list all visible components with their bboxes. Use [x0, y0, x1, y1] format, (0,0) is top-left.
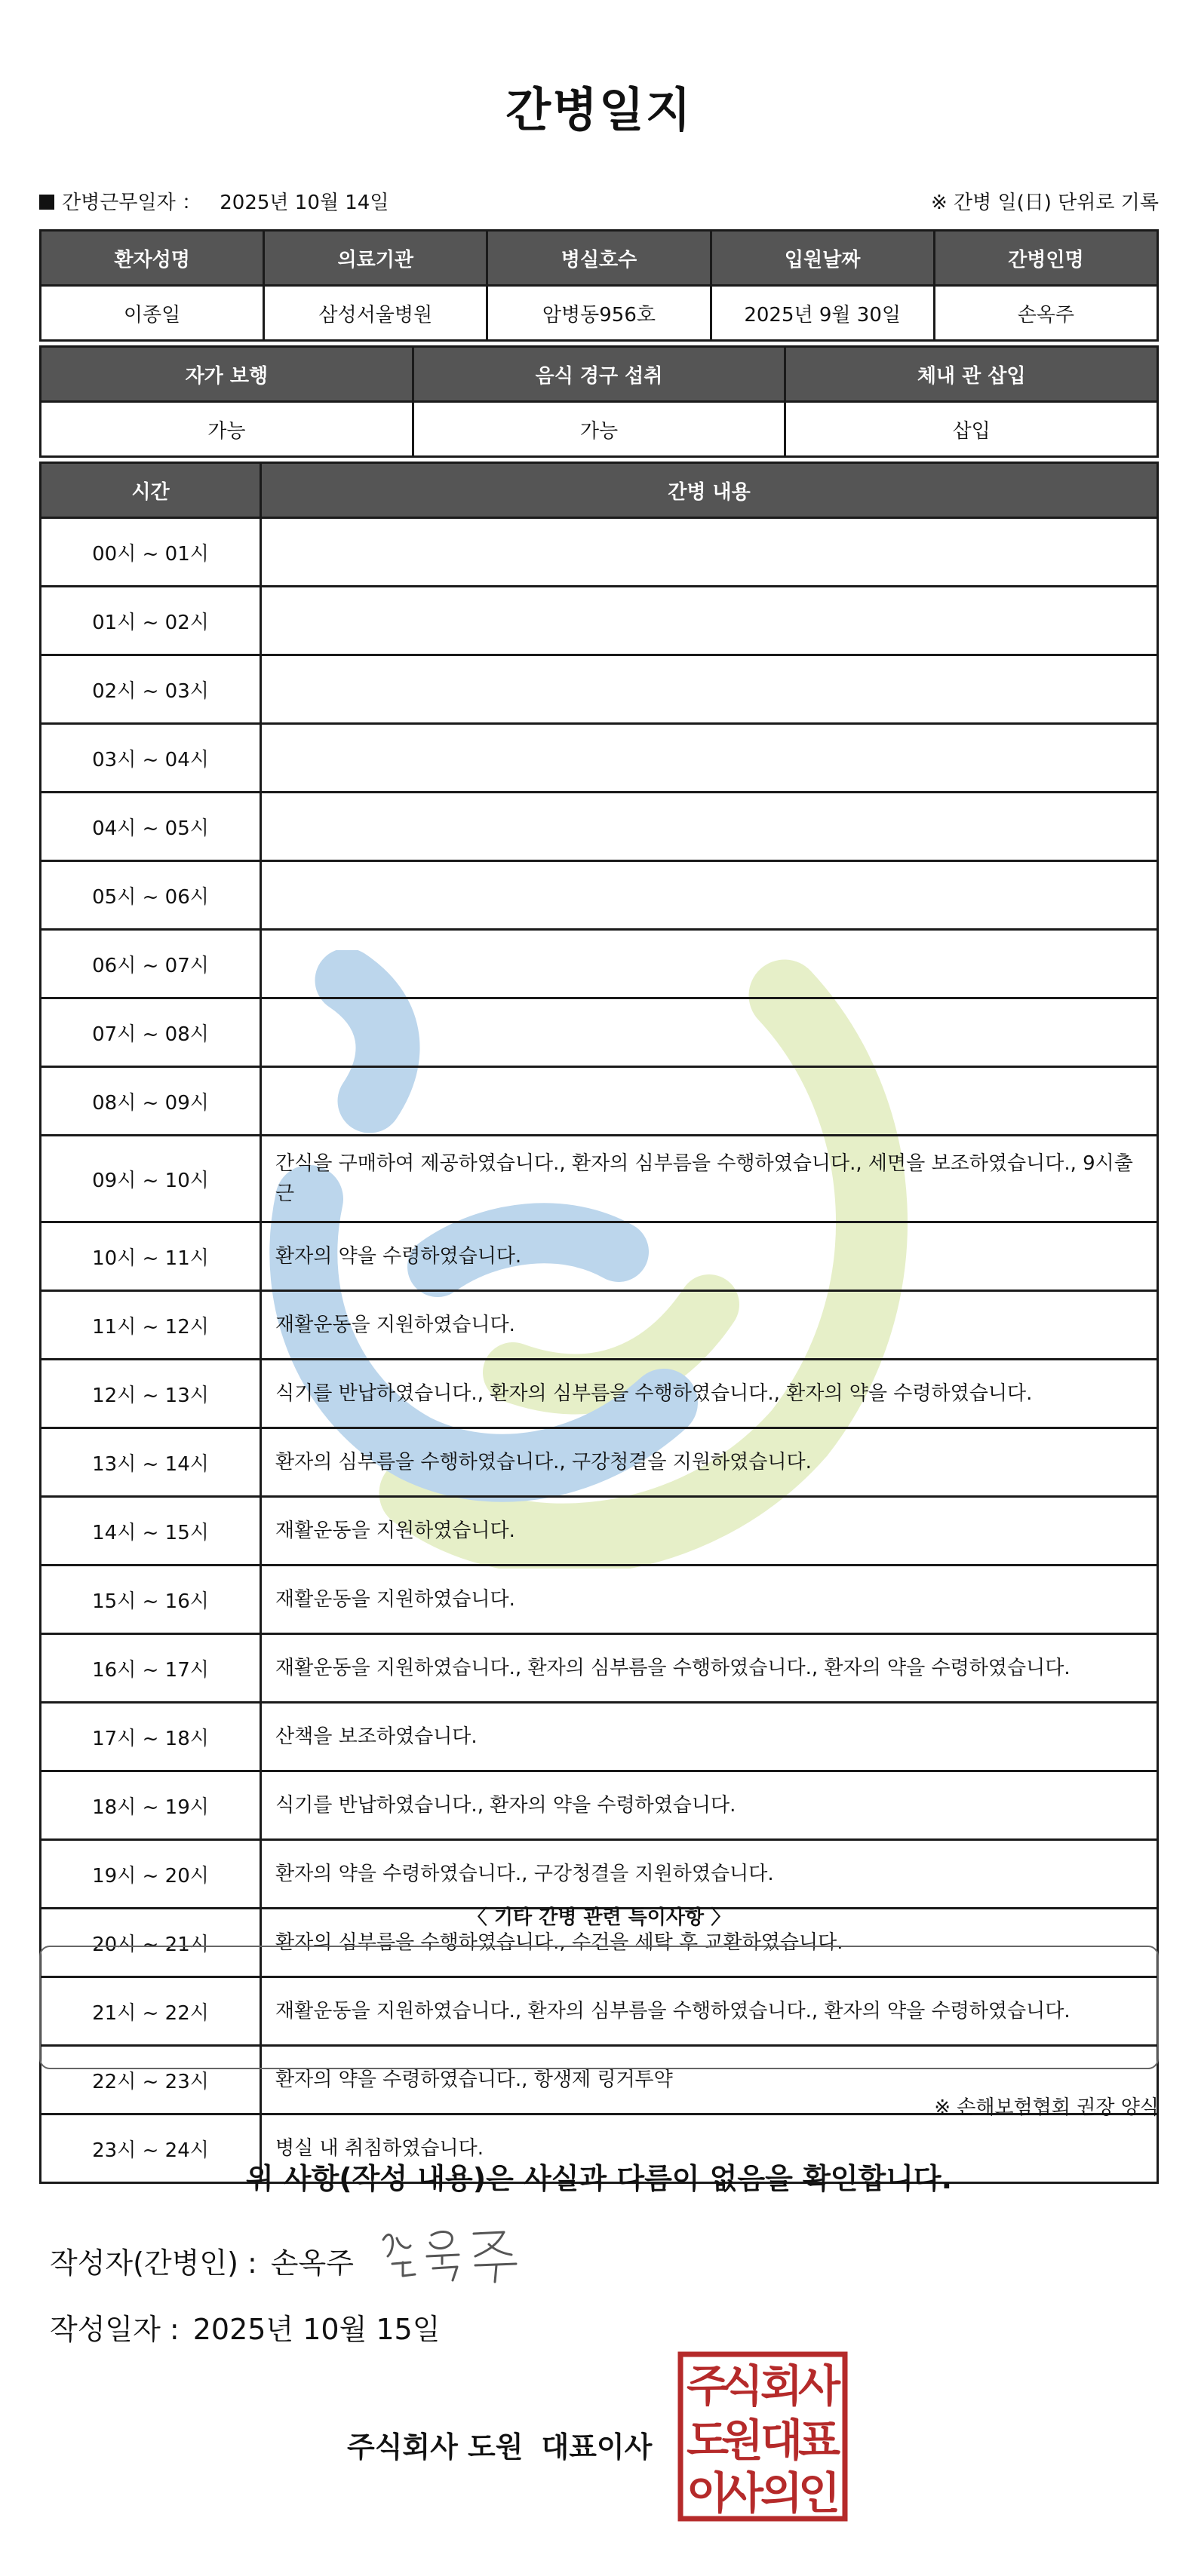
care-content — [261, 587, 1158, 655]
table-row — [41, 1840, 1158, 1909]
svg-text:원: 원 — [720, 2415, 764, 2466]
work-date-row — [39, 187, 389, 215]
time-slot: 16시 ~ 17시 — [41, 1634, 261, 1703]
content-header: 간병 내용 — [261, 463, 1158, 518]
time-slot: 20시 ~ 21시 — [41, 1909, 261, 1977]
work-date-label: 간병근무일자 ： — [62, 192, 201, 214]
writer-row — [50, 2240, 354, 2281]
care-content: 환자의 심부름을 수행하였습니다., 구강청결을 지원하였습니다. — [261, 1428, 1158, 1497]
table-row — [41, 1428, 1158, 1497]
time-slot: 10시 ~ 11시 — [41, 1222, 261, 1291]
table-row — [41, 1634, 1158, 1703]
table-row — [41, 1703, 1158, 1771]
company-line — [347, 2424, 652, 2465]
care-content: 재활운동을 지원하였습니다. — [261, 1497, 1158, 1566]
care-content — [261, 655, 1158, 724]
time-slot: 06시 ~ 07시 — [41, 930, 261, 998]
time-slot: 11시 ~ 12시 — [41, 1291, 261, 1360]
time-slot: 22시 ~ 23시 — [41, 2046, 261, 2114]
care-content — [261, 930, 1158, 998]
company-seal-icon — [677, 2351, 848, 2522]
status-header: 체내 관 삽입 — [785, 347, 1158, 402]
writer-name: 손옥주 — [270, 2246, 354, 2280]
svg-text:이: 이 — [686, 2467, 730, 2519]
tube-insertion-value: 삽입 — [785, 402, 1158, 457]
writer-label: 작성자(간병인) : — [50, 2246, 257, 2280]
care-content: 재활운동을 지원하였습니다., 환자의 심부름을 수행하였습니다., 환자의 약을 수령하였습니다. — [261, 1977, 1158, 2046]
time-slot: 12시 ~ 13시 — [41, 1360, 261, 1428]
work-date-value: 2025년 10월 14일 — [220, 192, 389, 214]
info-header: 입원날짜 — [711, 231, 934, 286]
time-slot: 18시 ~ 19시 — [41, 1771, 261, 1840]
care-content — [261, 998, 1158, 1067]
time-slot: 00시 ~ 01시 — [41, 518, 261, 587]
time-slot: 19시 ~ 20시 — [41, 1840, 261, 1909]
time-slot: 21시 ~ 22시 — [41, 1977, 261, 2046]
time-slot: 14시 ~ 15시 — [41, 1497, 261, 1566]
company-name: 주식회사 도원 — [347, 2430, 524, 2464]
time-header: 시간 — [41, 463, 261, 518]
other-notes-box — [39, 1946, 1159, 2069]
care-content: 병실 내 취침하였습니다. — [261, 2114, 1158, 2183]
info-header: 병실호수 — [487, 231, 711, 286]
svg-text:식: 식 — [720, 2360, 764, 2412]
table-row — [41, 1771, 1158, 1840]
care-content: 환자의 심부름을 수행하였습니다., 수건을 세탁 후 교환하였습니다. — [261, 1909, 1158, 1977]
info-header-row — [41, 231, 1158, 286]
table-row — [41, 1497, 1158, 1566]
table-row — [41, 1360, 1158, 1428]
svg-text:사: 사 — [720, 2467, 764, 2519]
table-row — [41, 930, 1158, 998]
patient-info-table — [39, 229, 1159, 342]
time-slot: 15시 ~ 16시 — [41, 1566, 261, 1634]
table-row — [41, 724, 1158, 793]
care-content — [261, 861, 1158, 930]
svg-text:주: 주 — [686, 2360, 730, 2412]
svg-text:도: 도 — [686, 2415, 730, 2466]
time-slot: 07시 ~ 08시 — [41, 998, 261, 1067]
time-slot: 23시 ~ 24시 — [41, 2114, 261, 2183]
care-content — [261, 724, 1158, 793]
hospital-name: 삼성서울병원 — [264, 286, 487, 341]
table-row — [41, 998, 1158, 1067]
care-content: 환자의 약을 수령하였습니다., 항생제 링거투약 — [261, 2046, 1158, 2114]
care-content: 간식을 구매하여 제공하였습니다., 환자의 심부름을 수행하였습니다., 세면을 보조하였습니다., 9시출근 — [261, 1136, 1158, 1222]
care-content: 재활운동을 지원하였습니다. — [261, 1291, 1158, 1360]
time-slot: 02시 ~ 03시 — [41, 655, 261, 724]
oral-intake-value: 가능 — [413, 402, 785, 457]
care-content: 재활운동을 지원하였습니다., 환자의 심부름을 수행하였습니다., 환자의 약을 수령하였습니다. — [261, 1634, 1158, 1703]
svg-text:의: 의 — [760, 2467, 803, 2519]
status-header: 음식 경구 섭취 — [413, 347, 785, 402]
unit-note: ※ 간병 일(日) 단위로 기록 — [930, 192, 1159, 214]
table-row — [41, 1222, 1158, 1291]
care-content: 식기를 반납하였습니다., 환자의 심부름을 수행하였습니다., 환자의 약을 수령하였습니다. — [261, 1360, 1158, 1428]
handwritten-signature-icon — [377, 2217, 528, 2285]
admission-date: 2025년 9월 30일 — [711, 286, 934, 341]
status-value-row — [41, 402, 1158, 457]
info-header: 환자성명 — [41, 231, 264, 286]
table-row — [41, 655, 1158, 724]
care-content: 환자의 약을 수령하였습니다., 구강청결을 지원하였습니다. — [261, 1840, 1158, 1909]
care-content — [261, 793, 1158, 861]
table-row — [41, 1566, 1158, 1634]
written-date-value: 2025년 10월 15일 — [192, 2313, 441, 2346]
time-slot: 17시 ~ 18시 — [41, 1703, 261, 1771]
time-slot: 01시 ~ 02시 — [41, 587, 261, 655]
svg-text:사: 사 — [797, 2360, 841, 2412]
patient-name: 이종일 — [41, 286, 264, 341]
table-row — [41, 1067, 1158, 1136]
care-content: 산책을 보조하였습니다. — [261, 1703, 1158, 1771]
status-header-row — [41, 347, 1158, 402]
written-date-row — [50, 2306, 440, 2348]
time-slot: 13시 ~ 14시 — [41, 1428, 261, 1497]
written-date-label: 작성일자 : — [50, 2313, 180, 2346]
room-number: 암병동956호 — [487, 286, 711, 341]
time-slot: 09시 ~ 10시 — [41, 1136, 261, 1222]
svg-text:대: 대 — [760, 2415, 803, 2466]
svg-text:인: 인 — [797, 2467, 841, 2519]
table-row — [41, 518, 1158, 587]
time-slot: 05시 ~ 06시 — [41, 861, 261, 930]
table-row — [41, 1291, 1158, 1360]
square-bullet-icon — [39, 195, 54, 210]
care-content: 식기를 반납하였습니다., 환자의 약을 수령하였습니다. — [261, 1771, 1158, 1840]
company-ceo: 대표이사 — [541, 2430, 653, 2464]
care-content: 재활운동을 지원하였습니다. — [261, 1566, 1158, 1634]
care-content: 환자의 약을 수령하였습니다. — [261, 1222, 1158, 1291]
care-content — [261, 1067, 1158, 1136]
patient-status-table — [39, 345, 1159, 458]
table-row — [41, 587, 1158, 655]
care-content — [261, 518, 1158, 587]
self-walking-value: 가능 — [41, 402, 413, 457]
info-header: 의료기관 — [264, 231, 487, 286]
caregiver-name: 손옥주 — [934, 286, 1157, 341]
document-title: 간병일지 — [505, 82, 693, 137]
svg-text:회: 회 — [760, 2360, 803, 2412]
time-slot: 04시 ~ 05시 — [41, 793, 261, 861]
time-slot: 08시 ~ 09시 — [41, 1067, 261, 1136]
info-header: 간병인명 — [934, 231, 1157, 286]
svg-text:표: 표 — [797, 2415, 841, 2466]
form-footnote: ※ 손해보험협회 권장 양식 — [934, 2096, 1159, 2119]
table-row — [41, 1136, 1158, 1222]
table-row — [41, 861, 1158, 930]
confirmation-statement: 위 사항(작성 내용)은 사실과 다름이 없음을 확인합니다. — [245, 2162, 953, 2195]
time-slot: 03시 ~ 04시 — [41, 724, 261, 793]
log-header-row — [41, 463, 1158, 518]
info-value-row — [41, 286, 1158, 341]
status-header: 자가 보행 — [41, 347, 413, 402]
table-row — [41, 793, 1158, 861]
other-notes-title: 〈 기타 간병 관련 특이사항 〉 — [467, 1906, 731, 1929]
